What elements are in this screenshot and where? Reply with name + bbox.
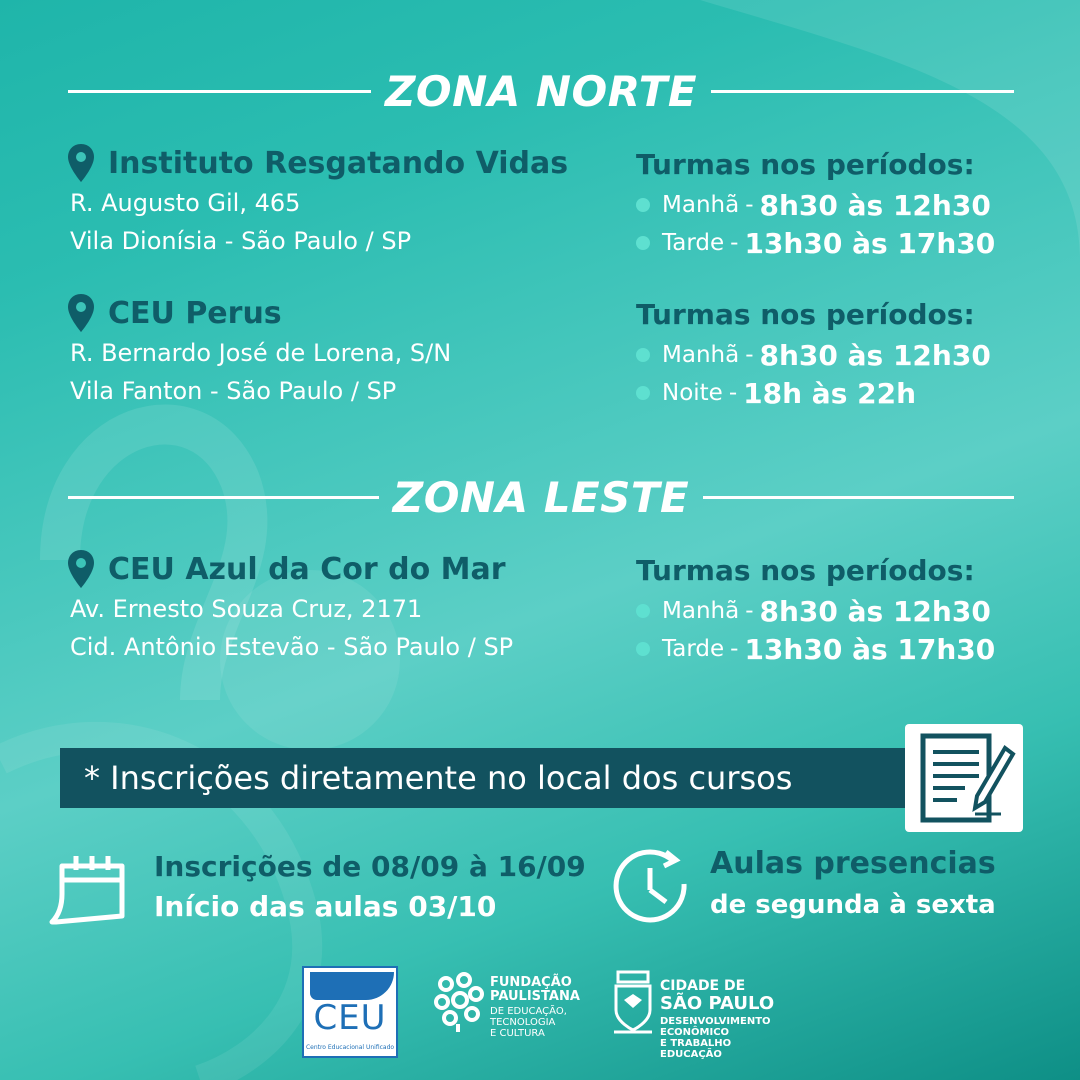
fp-line5: E CULTURA — [490, 1028, 545, 1039]
calendar-icon — [48, 854, 126, 928]
bullet-dot — [636, 386, 650, 400]
sp-line5: E TRABALHO — [660, 1038, 732, 1049]
header-line-right — [703, 496, 1014, 499]
period-label: Manhã — [662, 598, 740, 624]
bullet-dot — [636, 348, 650, 362]
fundacao-paulistana-logo — [432, 970, 602, 1050]
ceu-logo-wave — [310, 972, 394, 1000]
zona-leste-header — [68, 472, 1014, 522]
schedule-row — [636, 374, 1036, 412]
fundacao-paulistana-emblem-icon — [432, 972, 486, 1032]
period-label: Tarde — [662, 230, 725, 256]
schedule-row — [636, 224, 1036, 262]
venue-address-line2: Vila Dionísia - São Paulo / SP — [70, 227, 412, 255]
period-dash: - — [745, 598, 754, 624]
period-label: Manhã — [662, 192, 740, 218]
venue-instituto-resgatando-vidas — [66, 142, 606, 260]
venue-ceu-azul-da-cor-do-mar — [66, 548, 606, 666]
zona-leste-title: ZONA LESTE — [392, 472, 690, 522]
class-schedule-info — [610, 846, 1050, 932]
schedule-title: Turmas nos períodos: — [636, 148, 975, 181]
venue-name: CEU Perus — [108, 295, 282, 331]
sao-paulo-coat-of-arms-icon — [612, 970, 654, 1036]
classes-title: Aulas presencias — [710, 846, 996, 881]
sp-line4: ECONÔMICO — [660, 1027, 730, 1038]
fp-logo-subtitle — [490, 1006, 567, 1039]
period-label: Tarde — [662, 636, 725, 662]
banner-text: * Inscrições diretamente no local dos cursos — [84, 759, 793, 797]
classes-days: de segunda à sexta — [710, 890, 996, 920]
map-pin-icon — [66, 549, 96, 589]
classes-start: Início das aulas 03/10 — [154, 890, 497, 923]
schedule-row — [636, 186, 1036, 224]
header-line-left — [68, 90, 371, 93]
sp-line3: DESENVOLVIMENTO — [660, 1016, 771, 1027]
schedule-row — [636, 592, 1036, 630]
period-dash: - — [730, 636, 739, 662]
ceu-logo-text: CEU — [313, 998, 387, 1038]
schedule-title: Turmas nos períodos: — [636, 298, 975, 331]
sp-line6: EDUCAÇÃO — [660, 1049, 722, 1060]
venue-name: Instituto Resgatando Vidas — [108, 145, 569, 181]
period-dash: - — [745, 342, 754, 368]
schedule-ceu-perus — [636, 294, 1036, 412]
period-hours: 8h30 às 12h30 — [759, 594, 991, 628]
period-hours: 8h30 às 12h30 — [759, 338, 991, 372]
sp-logo-line2: SÃO PAULO — [660, 993, 775, 1014]
venue-address-line1: R. Augusto Gil, 465 — [70, 189, 301, 217]
venue-ceu-perus — [66, 292, 606, 410]
venue-name-row — [66, 142, 606, 184]
bullet-dot — [636, 236, 650, 250]
schedule-row — [636, 630, 1036, 668]
period-label: Manhã — [662, 342, 740, 368]
venue-name: CEU Azul da Cor do Mar — [108, 551, 506, 587]
schedule-row — [636, 336, 1036, 374]
map-pin-icon — [66, 293, 96, 333]
fp-line1: FUNDAÇÃO — [490, 975, 572, 990]
venue-name-row — [66, 292, 606, 334]
fp-logo-name — [490, 976, 580, 1004]
sp-logo-secretariat — [660, 1016, 771, 1060]
period-label: Noite — [662, 380, 723, 406]
ceu-logo — [302, 966, 398, 1058]
schedule-title: Turmas nos períodos: — [636, 554, 975, 587]
venue-address-line1: Av. Ernesto Souza Cruz, 2171 — [70, 595, 423, 623]
period-hours: 8h30 às 12h30 — [759, 188, 991, 222]
fp-line3: DE EDUCAÇÃO, — [490, 1006, 567, 1017]
bullet-dot — [636, 642, 650, 656]
zona-norte-title: ZONA NORTE — [384, 66, 698, 116]
map-pin-icon — [66, 143, 96, 183]
fp-line4: TECNOLOGIA — [490, 1017, 556, 1028]
bullet-dot — [636, 604, 650, 618]
period-hours: 18h às 22h — [743, 376, 917, 410]
schedule-ceu-azul-da-cor-do-mar — [636, 550, 1036, 668]
period-hours: 13h30 às 17h30 — [744, 632, 996, 666]
registration-period: Inscrições de 08/09 à 16/09 — [154, 850, 586, 883]
header-line-right — [711, 90, 1014, 93]
period-hours: 13h30 às 17h30 — [744, 226, 996, 260]
fp-line2: PAULISTANA — [490, 989, 580, 1004]
clock-icon — [610, 846, 692, 928]
registration-dates — [48, 850, 608, 930]
venue-address-line1: R. Bernardo José de Lorena, S/N — [70, 339, 452, 367]
period-dash: - — [745, 192, 754, 218]
period-dash: - — [730, 230, 739, 256]
document-pen-icon — [905, 724, 1023, 832]
zona-norte-header — [68, 66, 1014, 116]
registration-banner — [60, 748, 940, 808]
schedule-instituto-resgatando-vidas — [636, 144, 1036, 262]
ceu-logo-subtitle: Centro Educacional Unificado — [305, 1044, 395, 1051]
document-pen-graphic — [905, 724, 1023, 832]
bullet-dot — [636, 198, 650, 212]
period-dash: - — [728, 380, 738, 406]
header-line-left — [68, 496, 379, 499]
cidade-sao-paulo-logo — [612, 966, 802, 1066]
venue-address-line2: Vila Fanton - São Paulo / SP — [70, 377, 397, 405]
venue-address-line2: Cid. Antônio Estevão - São Paulo / SP — [70, 633, 514, 661]
sp-logo-line1: CIDADE DE — [660, 978, 746, 994]
venue-name-row — [66, 548, 606, 590]
